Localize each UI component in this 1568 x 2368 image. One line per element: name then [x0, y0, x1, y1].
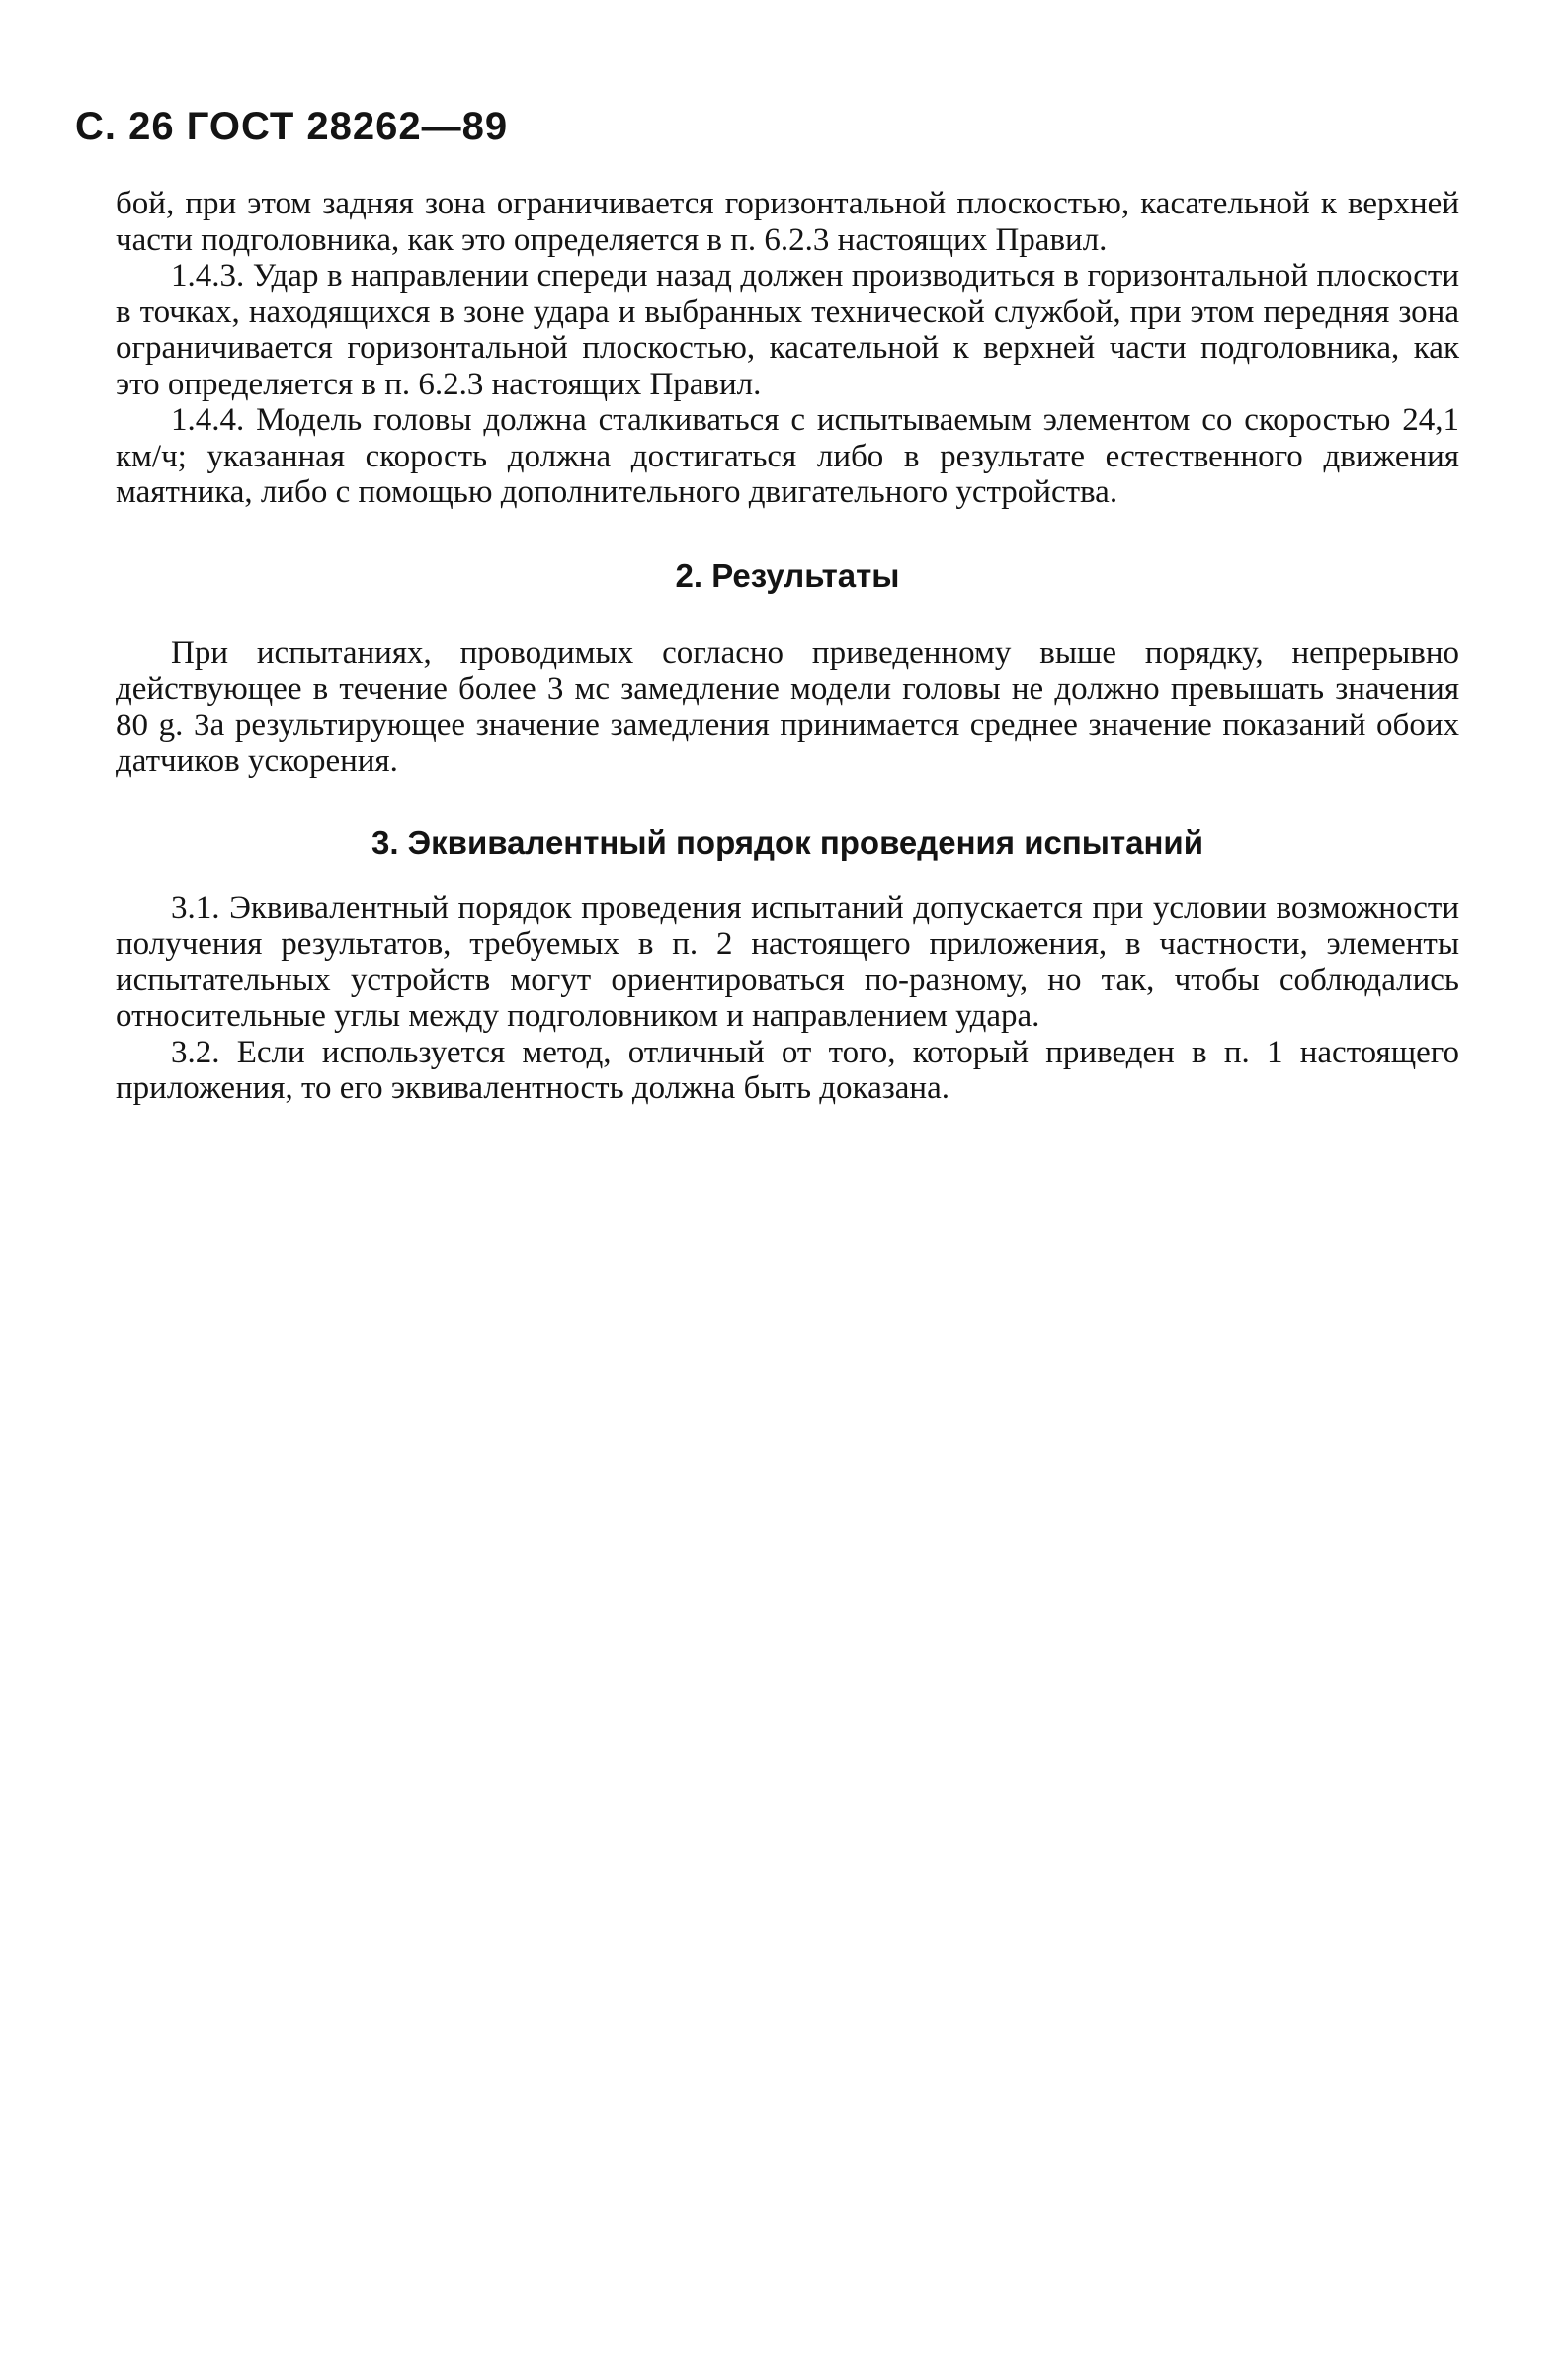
paragraph-results: При испытаниях, проводимых согласно приведенному выше порядку, непрерывно действующее в течение более 3 мс замедление модели головы не должно превышать значения 80 g. За результирующее значение замедления принимается среднее значение показаний обоих датчиков ускорения.: [116, 634, 1459, 779]
page-header: С. 26 ГОСТ 28262—89: [75, 105, 509, 148]
document-body: [116, 186, 1459, 1107]
paragraph-3-2: 3.2. Если используется метод, отличный от того, который приведен в п. 1 настоящего приложения, то его эквивалентность должна быть доказана.: [116, 1034, 1459, 1106]
paragraph-1-4-4: 1.4.4. Модель головы должна сталкиваться с испытываемым элементом со скоростью 24,1 км/ч; указанная скорость должна достигаться либо в результате естественного движения маятника, либо с помощью дополнительного двигательного устройства.: [116, 402, 1459, 510]
section-3-title: 3. Эквивалентный порядок проведения испытаний: [371, 823, 1204, 861]
paragraph-continuation: бой, при этом задняя зона ограничивается горизонтальной плоскостью, касательной к верхней части подголовника, как это определяется в п. 6.2.3 настоящих Правил.: [116, 186, 1459, 258]
section-2-title: 2. Результаты: [675, 556, 900, 594]
paragraph-1-4-3: 1.4.3. Удар в направлении спереди назад должен производиться в горизонтальной плоскости в точках, находящихся в зоне удара и выбранных технической службой, при этом передняя зона ограничивается горизонтальной плоскостью, касательной к верхней части подголовника, как это определяется в п. 6.2.3 настоящих Правил.: [116, 258, 1459, 402]
paragraph-3-1: 3.1. Эквивалентный порядок проведения испытаний допускается при условии возможности получения результатов, требуемых в п. 2 настоящего приложения, в частности, элементы испытательных устройств могут ориентироваться по-разному, но так, чтобы соблюдались относительные углы между подголовником и направлением удара.: [116, 889, 1459, 1034]
